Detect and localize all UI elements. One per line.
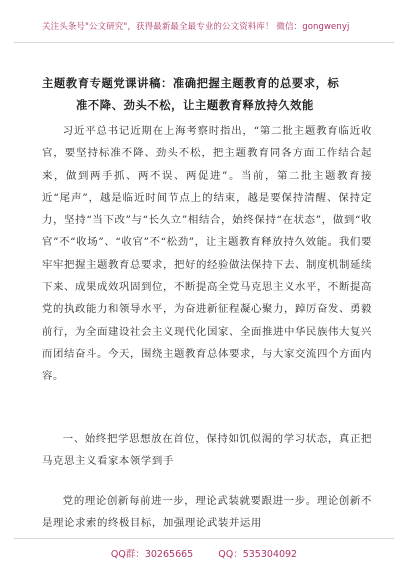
body-paragraph-section-1: 党的理论创新每前进一步，理论武装就要跟进一步。理论创新不是理论求索的终极目标，加强理论武装并运用 xyxy=(42,495,372,530)
body-paragraph-intro: 习近平总书记近期在上海考察时指出，“第二批主题教育临近收官，要坚持标准不降、劲头不松，把主题教育同各方面工作结合起来，做到两手抓、两不误、两促进”。当前，第二批主题教育接近“尾声”，越是临近时间节点上的结束，越是要保持清醒、保持定力，坚持“当下改”与“长久立”相结合，始终保持“在状态”，做到“收官”不“收场”、“收官”不“松劲”，让主题教育释放持久效能。我们要牢牢把握主题教育总要求，把好的经验做法保持下去、制度机制延续下来、成果成效巩固到位，不断提高全党马克思主义水平，不断提高党的执政能力和领导水平，为奋进新征程凝心聚力，踔厉奋发、勇毅前行，为全面建设社会主义现代化国家、全面推进中华民族伟大复兴而团结奋斗。今天，围绕主题教育总体要求，与大家交流四个方面内容。 xyxy=(42,125,372,383)
footer-qq-number: QQ：535304092 xyxy=(218,549,298,560)
section-heading-1: 一、始终把学思想放在首位，保持如饥似渴的学习状态，真正把马克思主义看家本领学到手 xyxy=(42,433,372,468)
footer-divider xyxy=(14,538,394,539)
document-title-line-2: 准不降、劲头不松，让主题教育释放持久效能 xyxy=(76,98,314,112)
page-footer xyxy=(0,546,408,560)
document-title xyxy=(42,72,372,116)
header-notice: 关注头条号"公文研究"，获得最新最全最专业的公文资料库！ 微信：gongwenyj xyxy=(42,22,350,32)
footer-qq-group: QQ群：30265665 xyxy=(110,549,194,560)
document-title-line-1: 主题教育专题党课讲稿：准确把握主题教育的总要求，标 xyxy=(42,76,340,90)
